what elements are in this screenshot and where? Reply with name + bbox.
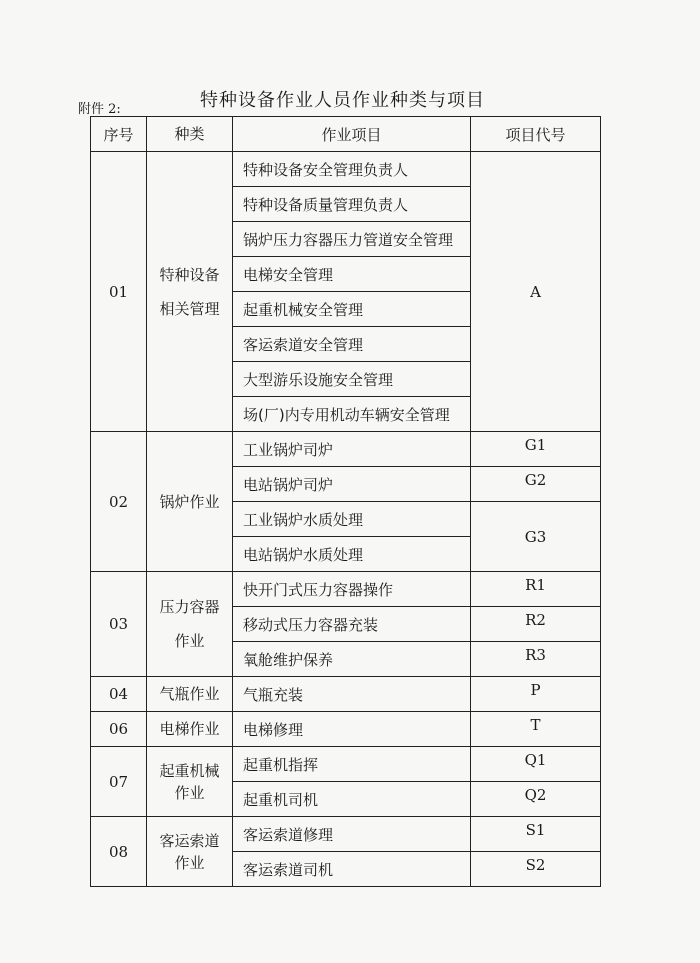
table-header-row [91, 117, 601, 152]
category-cell [147, 747, 233, 817]
code-cell: R3 [471, 642, 601, 677]
item-cell: 起重机司机 [233, 782, 471, 817]
item-cell: 电站锅炉水质处理 [233, 537, 471, 572]
seq-cell: 04 [91, 677, 147, 712]
seq-cell: 01 [91, 152, 147, 432]
item-cell: 特种设备安全管理负责人 [233, 152, 471, 187]
header-category: 种类 [147, 117, 233, 152]
code-cell: Q1 [471, 747, 601, 782]
category-line: 锅炉作业 [159, 492, 220, 511]
item-cell: 电梯修理 [233, 712, 471, 747]
item-cell: 客运索道修理 [233, 817, 471, 852]
header-code: 项目代号 [471, 117, 601, 152]
table-row [91, 677, 601, 712]
category-cell [147, 432, 233, 572]
item-cell: 氧舱维护保养 [233, 642, 471, 677]
code-cell: S2 [471, 852, 601, 887]
header-seq: 序号 [91, 117, 147, 152]
category-line: 作业 [174, 853, 205, 872]
category-line: 起重机械 [159, 761, 220, 780]
item-cell: 客运索道司机 [233, 852, 471, 887]
seq-cell: 08 [91, 817, 147, 887]
item-cell: 电梯安全管理 [233, 257, 471, 292]
code-cell: A [471, 152, 601, 432]
table-row [91, 817, 601, 852]
category-line: 特种设备 [159, 265, 220, 284]
category-line: 电梯作业 [159, 720, 220, 738]
item-cell: 工业锅炉水质处理 [233, 502, 471, 537]
item-cell: 场(厂)内专用机动车辆安全管理 [233, 397, 471, 432]
code-cell: G3 [471, 502, 601, 572]
item-cell: 客运索道安全管理 [233, 327, 471, 362]
code-cell: T [471, 712, 601, 747]
category-line: 气瓶作业 [159, 685, 220, 703]
page-title: 特种设备作业人员作业种类与项目 [200, 90, 485, 111]
category-cell [147, 712, 233, 747]
work-category-table [90, 116, 601, 887]
seq-cell: 06 [91, 712, 147, 747]
category-line: 相关管理 [159, 299, 220, 318]
attachment-label: 附件 2: [78, 102, 121, 117]
code-cell: P [471, 677, 601, 712]
item-cell: 工业锅炉司炉 [233, 432, 471, 467]
item-cell: 特种设备质量管理负责人 [233, 187, 471, 222]
item-cell: 起重机械安全管理 [233, 292, 471, 327]
category-cell [147, 572, 233, 677]
item-cell: 大型游乐设施安全管理 [233, 362, 471, 397]
seq-cell: 03 [91, 572, 147, 677]
code-cell: Q2 [471, 782, 601, 817]
item-cell: 移动式压力容器充装 [233, 607, 471, 642]
category-line: 客运索道 [159, 831, 220, 850]
seq-cell: 07 [91, 747, 147, 817]
category-cell [147, 677, 233, 712]
table-row [91, 572, 601, 607]
category-cell [147, 152, 233, 432]
item-cell: 气瓶充装 [233, 677, 471, 712]
code-cell: R1 [471, 572, 601, 607]
table-row [91, 432, 601, 467]
category-line: 压力容器 [159, 598, 220, 616]
table-row [91, 747, 601, 782]
code-cell: R2 [471, 607, 601, 642]
code-cell: G2 [471, 467, 601, 502]
seq-cell: 02 [91, 432, 147, 572]
item-cell: 起重机指挥 [233, 747, 471, 782]
item-cell: 电站锅炉司炉 [233, 467, 471, 502]
category-cell [147, 817, 233, 887]
header-item: 作业项目 [233, 117, 471, 152]
item-cell: 锅炉压力容器压力管道安全管理 [233, 222, 471, 257]
table-row [91, 152, 601, 187]
category-line: 作业 [174, 783, 205, 802]
table-row [91, 712, 601, 747]
code-cell: G1 [471, 432, 601, 467]
category-line: 作业 [174, 632, 205, 650]
item-cell: 快开门式压力容器操作 [233, 572, 471, 607]
code-cell: S1 [471, 817, 601, 852]
